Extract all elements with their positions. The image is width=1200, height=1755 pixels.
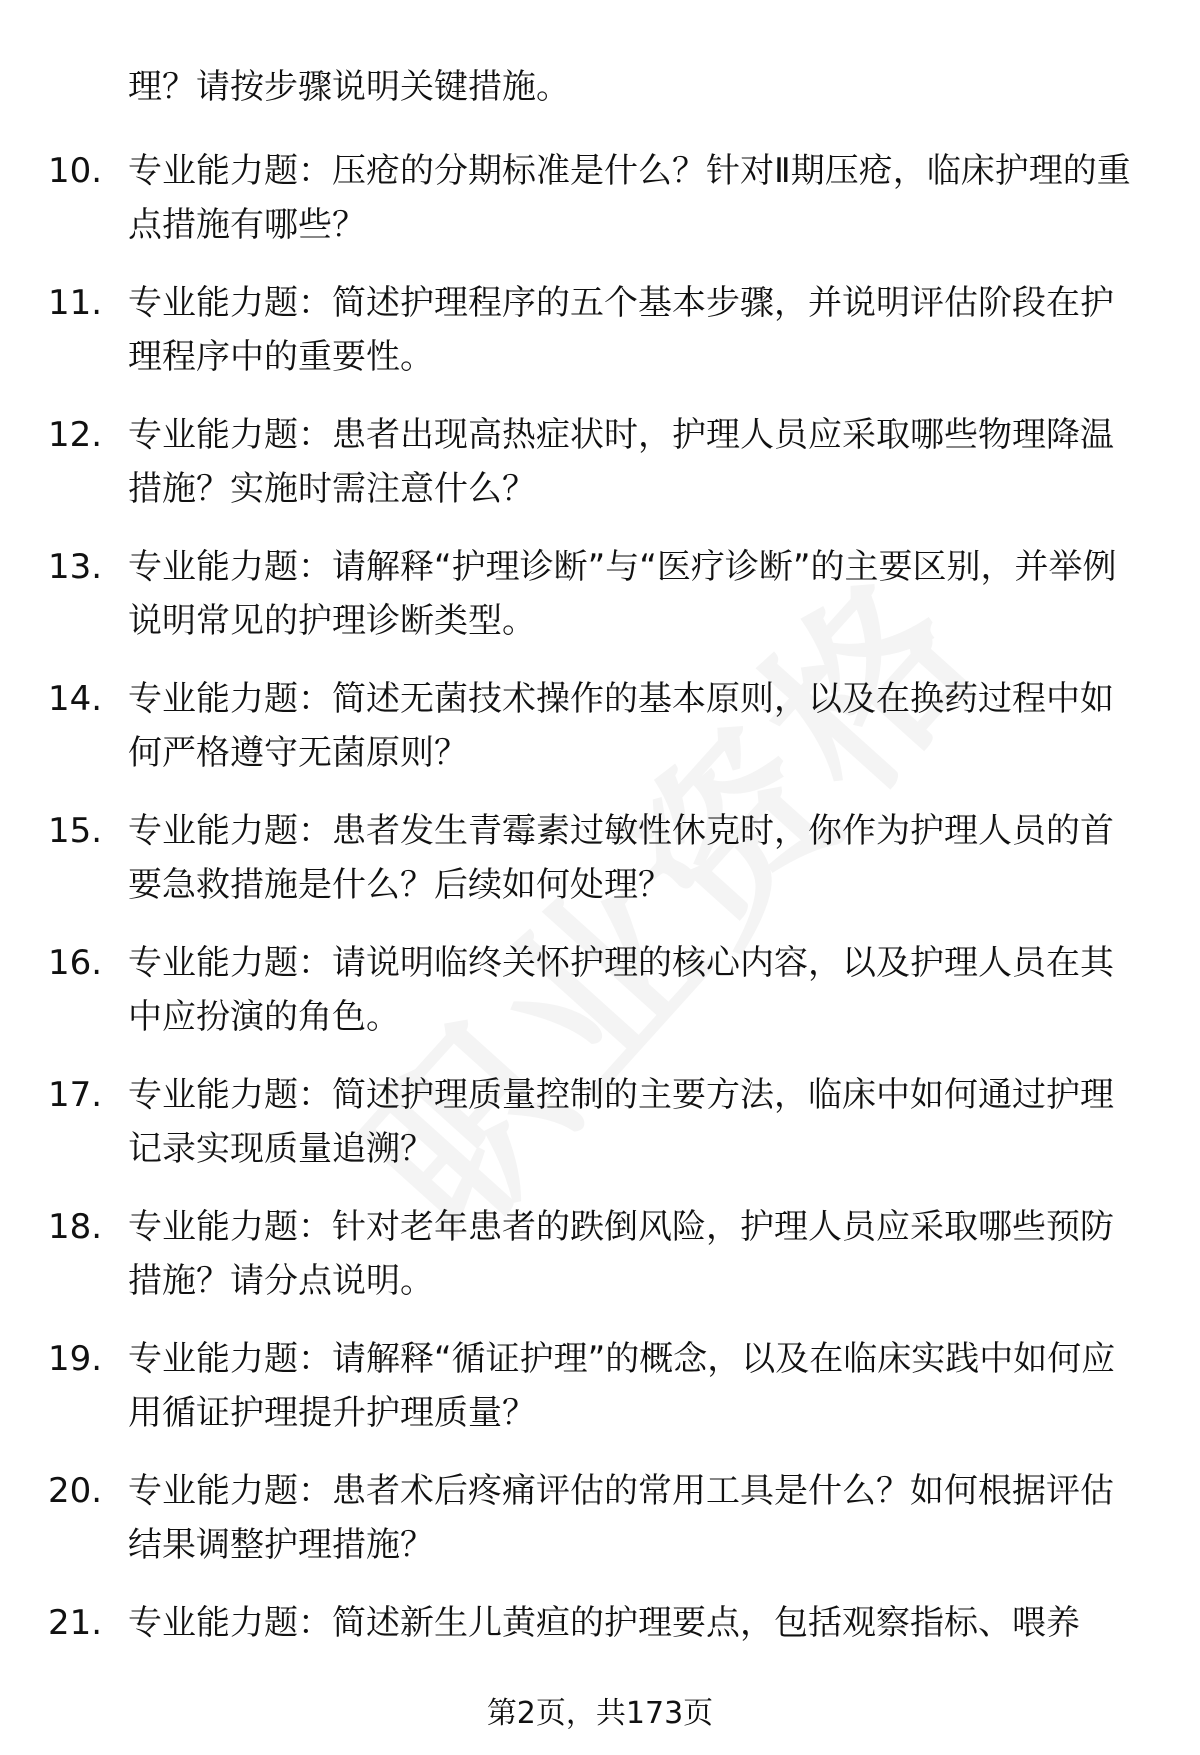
item-text: 专业能力题：请解释“循证护理”的概念，以及在临床实践中如何应用循证护理提升护理质量？: [128, 1339, 1116, 1433]
list-item: [0, 276, 1200, 408]
item-text: 专业能力题：患者术后疼痛评估的常用工具是什么？如何根据评估结果调整护理措施？: [128, 1471, 1114, 1565]
item-number: 10.: [48, 151, 103, 191]
list-item: [0, 804, 1200, 936]
item-text: 专业能力题：请解释“护理诊断”与“医疗诊断”的主要区别，并举例说明常见的护理诊断类型。: [128, 547, 1117, 641]
item-number: 19.: [48, 1339, 103, 1379]
list-item: [0, 1068, 1200, 1200]
item-text: 专业能力题：请说明临终关怀护理的核心内容，以及护理人员在其中应扮演的角色。: [128, 943, 1114, 1037]
list-item: [0, 540, 1200, 672]
item-number: 14.: [48, 679, 103, 719]
item-number: 20.: [48, 1471, 103, 1511]
list-item: [0, 1332, 1200, 1464]
list-item: [0, 144, 1200, 276]
item-text: 专业能力题：简述护理程序的五个基本步骤，并说明评估阶段在护理程序中的重要性。: [128, 283, 1114, 377]
item-number: 16.: [48, 943, 103, 983]
list-item: [0, 672, 1200, 804]
item-number: 15.: [48, 811, 103, 851]
list-item: [0, 408, 1200, 540]
continued-question-text: 理？请按步骤说明关键措施。: [128, 67, 570, 107]
item-text: 专业能力题：简述无菌技术操作的基本原则，以及在换药过程中如何严格遵守无菌原则？: [128, 679, 1114, 773]
item-text: 专业能力题：针对老年患者的跌倒风险，护理人员应采取哪些预防措施？请分点说明。: [128, 1207, 1114, 1301]
item-number: 17.: [48, 1075, 103, 1115]
question-list: [0, 144, 1200, 1728]
item-text: 专业能力题：压疮的分期标准是什么？针对Ⅱ期压疮，临床护理的重点措施有哪些？: [128, 151, 1131, 245]
item-number: 21.: [48, 1603, 103, 1643]
page-number-footer: 第2页，共173页: [486, 1696, 714, 1731]
item-text: 专业能力题：患者发生青霉素过敏性休克时，你作为护理人员的首要急救措施是什么？后续如何处理？: [128, 811, 1114, 905]
list-item: [0, 936, 1200, 1068]
item-number: 13.: [48, 547, 103, 587]
item-text: 专业能力题：简述护理质量控制的主要方法，临床中如何通过护理记录实现质量追溯？: [128, 1075, 1114, 1169]
list-item: [0, 1464, 1200, 1596]
item-text: 专业能力题：简述新生儿黄疸的护理要点，包括观察指标、喂养: [128, 1603, 1080, 1643]
item-text: 专业能力题：患者出现高热症状时，护理人员应采取哪些物理降温措施？实施时需注意什么？: [128, 415, 1114, 509]
list-item: [0, 1200, 1200, 1332]
item-number: 11.: [48, 283, 103, 323]
item-number: 18.: [48, 1207, 103, 1247]
item-number: 12.: [48, 415, 103, 455]
